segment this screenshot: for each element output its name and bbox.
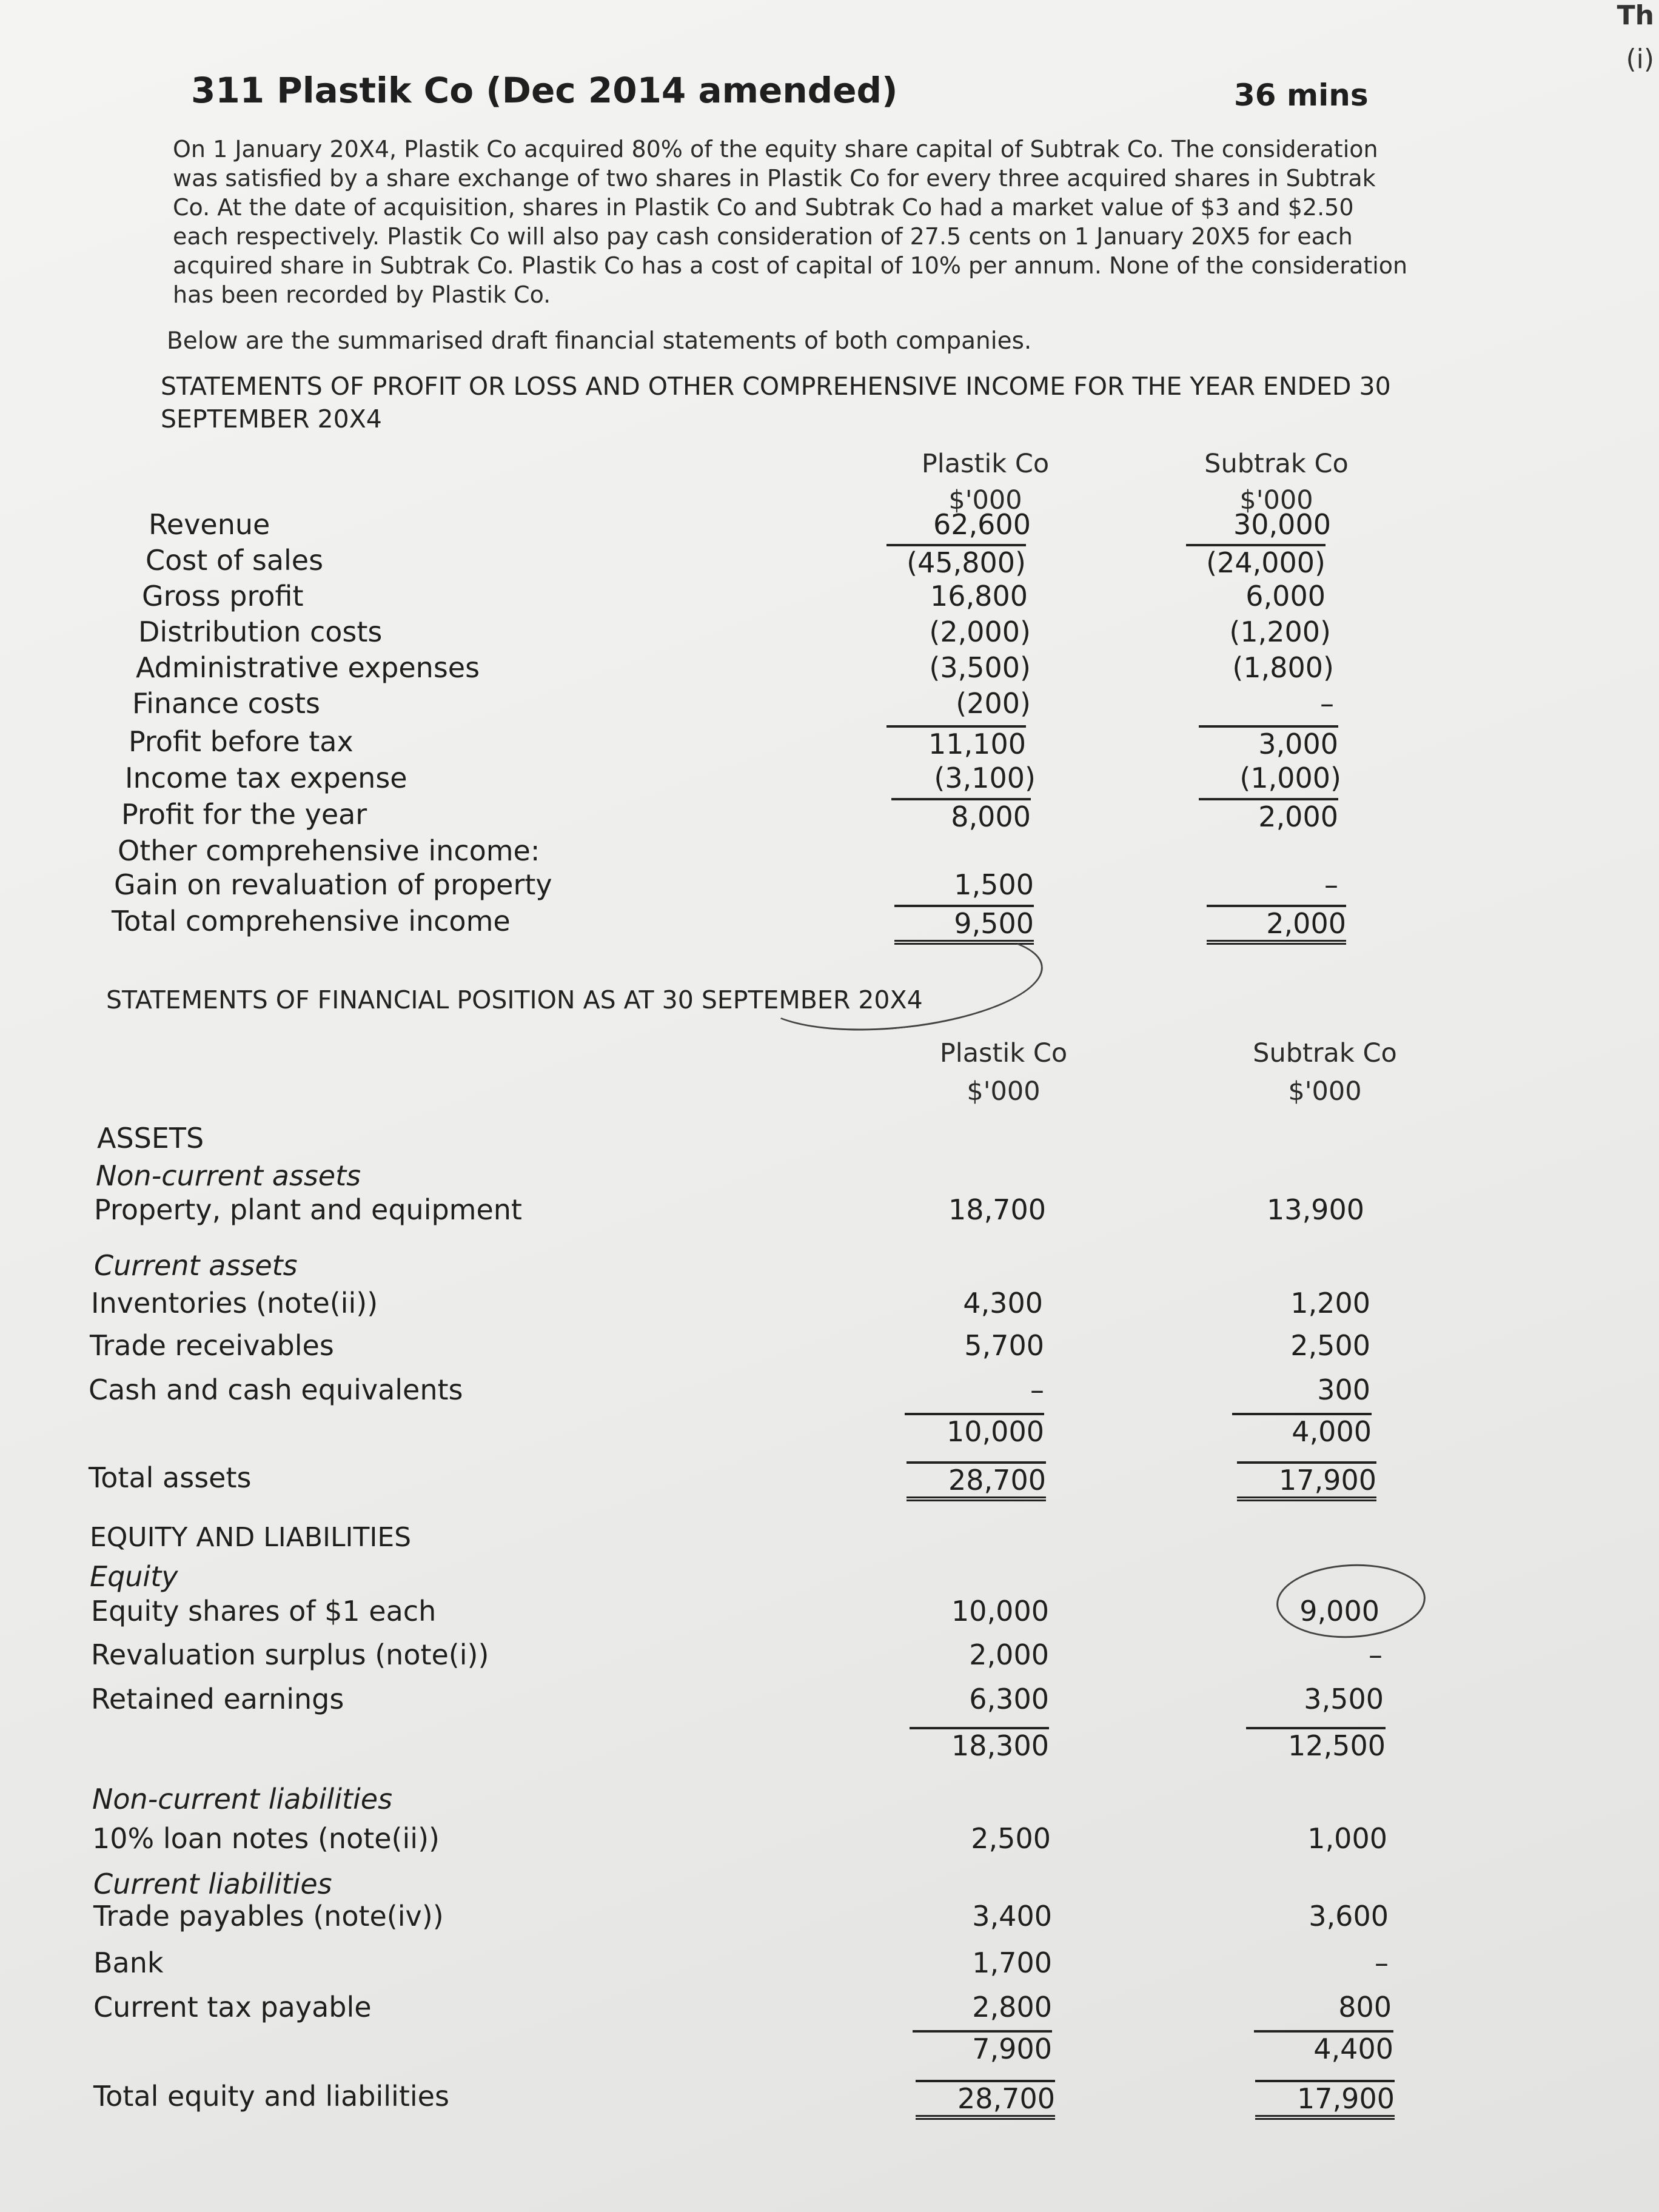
sopl-row-label: Profit for the year bbox=[121, 798, 367, 831]
sofp-row-label: Property, plant and equipment bbox=[94, 1193, 522, 1226]
sofp-row-value-plastik: 2,800 bbox=[972, 1991, 1052, 2023]
sofp-row-value-plastik: 7,900 bbox=[913, 2030, 1052, 2065]
sofp-row-value-plastik: 18,700 bbox=[948, 1193, 1046, 1226]
sofp-row-value-plastik: 5,700 bbox=[964, 1329, 1044, 1362]
sofp-heading: STATEMENTS OF FINANCIAL POSITION AS AT 30 SEPTEMBER 20X4 bbox=[106, 985, 923, 1014]
sofp-row-value-subtrak: 4,000 bbox=[1232, 1413, 1372, 1448]
sopl-row-value-plastik: 1,500 bbox=[954, 868, 1034, 901]
sofp-row-value-plastik: 18,300 bbox=[910, 1727, 1049, 1762]
sofp-row-value-subtrak: 3,600 bbox=[1309, 1900, 1389, 1932]
sofp-row-value-subtrak: – bbox=[1375, 1946, 1389, 1979]
sopl-row-value-subtrak: 2,000 bbox=[1199, 798, 1338, 833]
sopl-row-value-subtrak: (24,000) bbox=[1186, 544, 1326, 579]
sopl-row-label: Total comprehensive income bbox=[112, 905, 511, 937]
sofp-row-label: Retained earnings bbox=[91, 1683, 344, 1715]
sofp-row-label: Total equity and liabilities bbox=[93, 2080, 449, 2113]
sofp-row-value-subtrak: 3,500 bbox=[1304, 1683, 1384, 1715]
sopl-row-label: Profit before tax bbox=[129, 725, 354, 758]
sopl-row-label: Administrative expenses bbox=[136, 651, 480, 684]
intro-paragraph: On 1 January 20X4, Plastik Co acquired 80% of the equity share capital of Subtrak Co. The consideration was satisfied by a share exchange of two shares in Plastik Co for every three acquired shares in Subtrak Co. At the date of acquisition, shares in Plastik Co and Subtrak Co had a market value of $3 and $2.50 each respectively. Plastik Co will also pay cash consideration of 27.5 cents on 1 January 20X5 for each acquired share in Subtrak Co. Plastik Co has a cost of capital of 10% per annum. None of the consideration has been recorded by Plastik Co. bbox=[173, 136, 1408, 308]
sopl-row-value-plastik: (45,800) bbox=[886, 544, 1026, 579]
sopl-row-label: Distribution costs bbox=[138, 615, 383, 648]
sofp-row-value-subtrak: 4,400 bbox=[1254, 2030, 1393, 2065]
below-text: Below are the summarised draft financial statements of both companies. bbox=[167, 327, 1032, 355]
sopl-row-label: Other comprehensive income: bbox=[118, 834, 540, 867]
sofp-row-value-plastik: 28,700 bbox=[907, 1461, 1046, 1501]
sofp-row-value-plastik: 3,400 bbox=[972, 1900, 1052, 1932]
sofp-row-label: Equity shares of $1 each bbox=[91, 1595, 437, 1627]
edge-text-note: (i) bbox=[1626, 44, 1654, 75]
sofp-row-value-subtrak: 300 bbox=[1317, 1373, 1370, 1406]
sopl-row-label: Gross profit bbox=[142, 580, 304, 612]
sopl-row-value-plastik: 11,100 bbox=[886, 725, 1026, 760]
sopl-row-value-plastik: 9,500 bbox=[894, 905, 1034, 945]
sofp-row-label: Bank bbox=[93, 1946, 164, 1979]
sofp-row-value-plastik: 28,700 bbox=[916, 2080, 1055, 2120]
sofp-row-value-plastik: 1,700 bbox=[972, 1946, 1052, 1979]
sofp-col1-unit: $'000 bbox=[967, 1076, 1041, 1107]
question-title: 311 Plastik Co (Dec 2014 amended) bbox=[191, 70, 898, 111]
sopl-col1-header: Plastik Co bbox=[921, 449, 1050, 479]
sofp-row-value-subtrak: 17,900 bbox=[1255, 2080, 1395, 2120]
sofp-row-value-subtrak: 13,900 bbox=[1267, 1193, 1364, 1226]
sofp-row-value-subtrak: 800 bbox=[1338, 1991, 1392, 2023]
sofp-row-value-subtrak: 12,500 bbox=[1246, 1727, 1386, 1762]
sofp-row-value-subtrak: 2,500 bbox=[1290, 1329, 1370, 1362]
sofp-row-label: Trade receivables bbox=[90, 1329, 334, 1362]
sofp-row-value-plastik: 10,000 bbox=[905, 1413, 1044, 1448]
sopl-row-value-subtrak: (1,000) bbox=[1239, 762, 1341, 794]
sopl-row-value-subtrak: 6,000 bbox=[1245, 580, 1326, 612]
sofp-row-value-plastik: 2,500 bbox=[971, 1822, 1051, 1855]
sofp-row-label: Inventories (note(ii)) bbox=[91, 1287, 378, 1319]
sopl-row-label: Gain on revaluation of property bbox=[114, 868, 552, 901]
sofp-row-label: Total assets bbox=[89, 1461, 252, 1494]
sofp-row-label: Trade payables (note(iv)) bbox=[93, 1900, 444, 1932]
sofp-row-value-subtrak: 1,000 bbox=[1307, 1822, 1387, 1855]
sofp-row-label: Current liabilities bbox=[93, 1868, 332, 1900]
sopl-col2-header: Subtrak Co bbox=[1204, 449, 1349, 479]
time-allowance: 36 mins bbox=[1234, 78, 1369, 113]
sopl-row-value-subtrak: 30,000 bbox=[1233, 508, 1331, 541]
sofp-row-value-subtrak: 17,900 bbox=[1237, 1461, 1376, 1501]
sofp-col1-header: Plastik Co bbox=[939, 1038, 1068, 1068]
sofp-row-label: 10% loan notes (note(ii)) bbox=[92, 1822, 440, 1855]
sopl-row-value-subtrak: 2,000 bbox=[1207, 905, 1346, 945]
sofp-row-value-plastik: 4,300 bbox=[963, 1287, 1043, 1319]
sofp-col2-unit: $'000 bbox=[1288, 1076, 1362, 1107]
sopl-col1-unit: $'000 bbox=[948, 485, 1022, 515]
sopl-col2-unit: $'000 bbox=[1239, 485, 1313, 515]
edge-text-top: Th bbox=[1617, 0, 1654, 31]
sopl-row-value-subtrak: 3,000 bbox=[1199, 725, 1338, 760]
sofp-row-label: Current tax payable bbox=[93, 1991, 372, 2023]
sopl-heading: STATEMENTS OF PROFIT OR LOSS AND OTHER COMPREHENSIVE INCOME FOR THE YEAR ENDED 30 SEPTEMBER 20X4 bbox=[161, 372, 1391, 434]
sofp-row-label: Revaluation surplus (note(i)) bbox=[91, 1638, 489, 1671]
sopl-row-label: Cost of sales bbox=[146, 544, 324, 577]
pen-circle-subtrak-shares bbox=[1275, 1561, 1427, 1642]
sopl-row-value-plastik: (2,000) bbox=[929, 615, 1031, 648]
sopl-row-value-subtrak: (1,200) bbox=[1229, 615, 1331, 648]
sofp-row-value-plastik: 6,300 bbox=[969, 1683, 1049, 1715]
sofp-row-value-plastik: 2,000 bbox=[969, 1638, 1049, 1671]
sopl-row-value-plastik: (3,500) bbox=[929, 651, 1031, 684]
sofp-row-label: ASSETS bbox=[97, 1122, 204, 1155]
sopl-row-value-subtrak: – bbox=[1324, 868, 1338, 901]
sofp-col2-header: Subtrak Co bbox=[1253, 1038, 1397, 1068]
sopl-row-label: Income tax expense bbox=[125, 762, 407, 794]
sopl-row-value-plastik: 16,800 bbox=[930, 580, 1028, 612]
sopl-row-value-subtrak: (1,800) bbox=[1232, 651, 1334, 684]
sofp-row-value-plastik: – bbox=[1030, 1373, 1044, 1406]
sofp-row-value-subtrak: 1,200 bbox=[1290, 1287, 1370, 1319]
sopl-row-value-plastik: 62,600 bbox=[933, 508, 1031, 541]
sopl-row-value-plastik: (200) bbox=[956, 687, 1031, 720]
sofp-row-label: Non-current assets bbox=[96, 1159, 361, 1192]
sofp-row-label: EQUITY AND LIABILITIES bbox=[90, 1522, 412, 1553]
sopl-row-value-subtrak: – bbox=[1320, 687, 1334, 720]
sofp-row-label: Equity bbox=[90, 1560, 178, 1593]
sopl-row-value-plastik: (3,100) bbox=[934, 762, 1036, 794]
sofp-row-label: Cash and cash equivalents bbox=[89, 1373, 463, 1406]
sopl-row-label: Finance costs bbox=[132, 687, 321, 720]
sofp-row-value-subtrak: 9,000 bbox=[1299, 1595, 1379, 1627]
sofp-row-label: Non-current liabilities bbox=[92, 1783, 393, 1815]
sofp-row-value-plastik: 10,000 bbox=[951, 1595, 1049, 1627]
sopl-row-label: Revenue bbox=[149, 508, 270, 541]
sofp-row-label: Current assets bbox=[94, 1249, 298, 1282]
sopl-row-value-plastik: 8,000 bbox=[891, 798, 1031, 833]
sofp-row-value-subtrak: – bbox=[1369, 1638, 1382, 1671]
